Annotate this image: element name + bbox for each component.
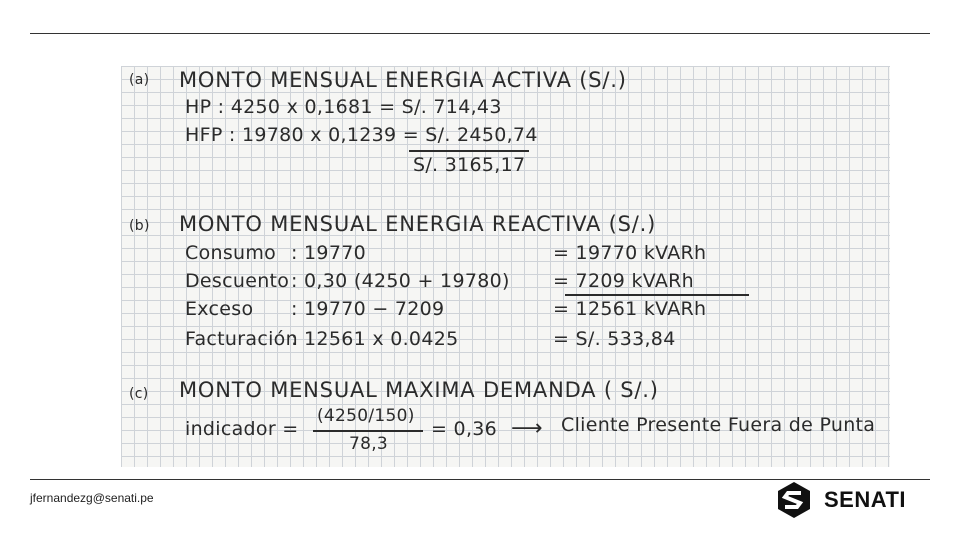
exceso-result: = 12561 kVARh — [553, 298, 707, 320]
section-a-tag: (a) — [129, 72, 150, 88]
senati-logo — [774, 480, 906, 520]
fraction-bar — [313, 430, 423, 432]
hfp-line: HFP : 19780 x 0,1239 = S/. 2450,74 — [185, 124, 538, 146]
senati-logo-icon — [774, 480, 814, 520]
indicador-denominator: 78,3 — [349, 434, 389, 454]
indicador-value: = 0,36 — [431, 418, 498, 440]
sum-underline — [409, 150, 529, 152]
exceso-label: Exceso — [185, 298, 254, 320]
section-a-total: S/. 3165,17 — [413, 154, 526, 176]
descuento-result: = 7209 kVARh — [553, 270, 694, 292]
facturacion-label: Facturación — [185, 328, 298, 350]
facturacion-expr: : 12561 x 0.0425 — [291, 328, 459, 350]
descuento-label: Descuento — [185, 270, 290, 292]
section-c-title: MONTO MENSUAL MAXIMA DEMANDA ( S/.) — [179, 378, 659, 402]
consumo-result: = 19770 kVARh — [553, 242, 707, 264]
section-c-tag: (c) — [129, 386, 149, 402]
senati-brand-text: SENATI — [824, 487, 907, 512]
consumo-label: Consumo — [185, 242, 277, 264]
conclusion-text: Cliente Presente Fuera de Punta — [561, 414, 876, 436]
arrow-icon: ⟶ — [511, 416, 543, 441]
descuento-expr: : 0,30 (4250 + 19780) — [291, 270, 510, 292]
indicador-label: indicador = — [185, 418, 299, 440]
footer-email: jfernandezg@senati.pe — [30, 491, 154, 505]
handwritten-notes-image — [121, 66, 890, 467]
hp-line: HP : 4250 x 0,1681 = S/. 714,43 — [185, 96, 502, 118]
top-divider — [30, 33, 930, 34]
consumo-expr: : 19770 — [291, 242, 366, 264]
descuento-underline — [565, 294, 749, 296]
facturacion-result: = S/. 533,84 — [553, 328, 676, 350]
section-b-title: MONTO MENSUAL ENERGIA REACTIVA (S/.) — [179, 212, 657, 236]
section-a-title: MONTO MENSUAL ENERGIA ACTIVA (S/.) — [179, 68, 627, 92]
indicador-numerator: (4250/150) — [317, 406, 415, 426]
exceso-expr: : 19770 − 7209 — [291, 298, 445, 320]
section-b-tag: (b) — [129, 218, 150, 234]
